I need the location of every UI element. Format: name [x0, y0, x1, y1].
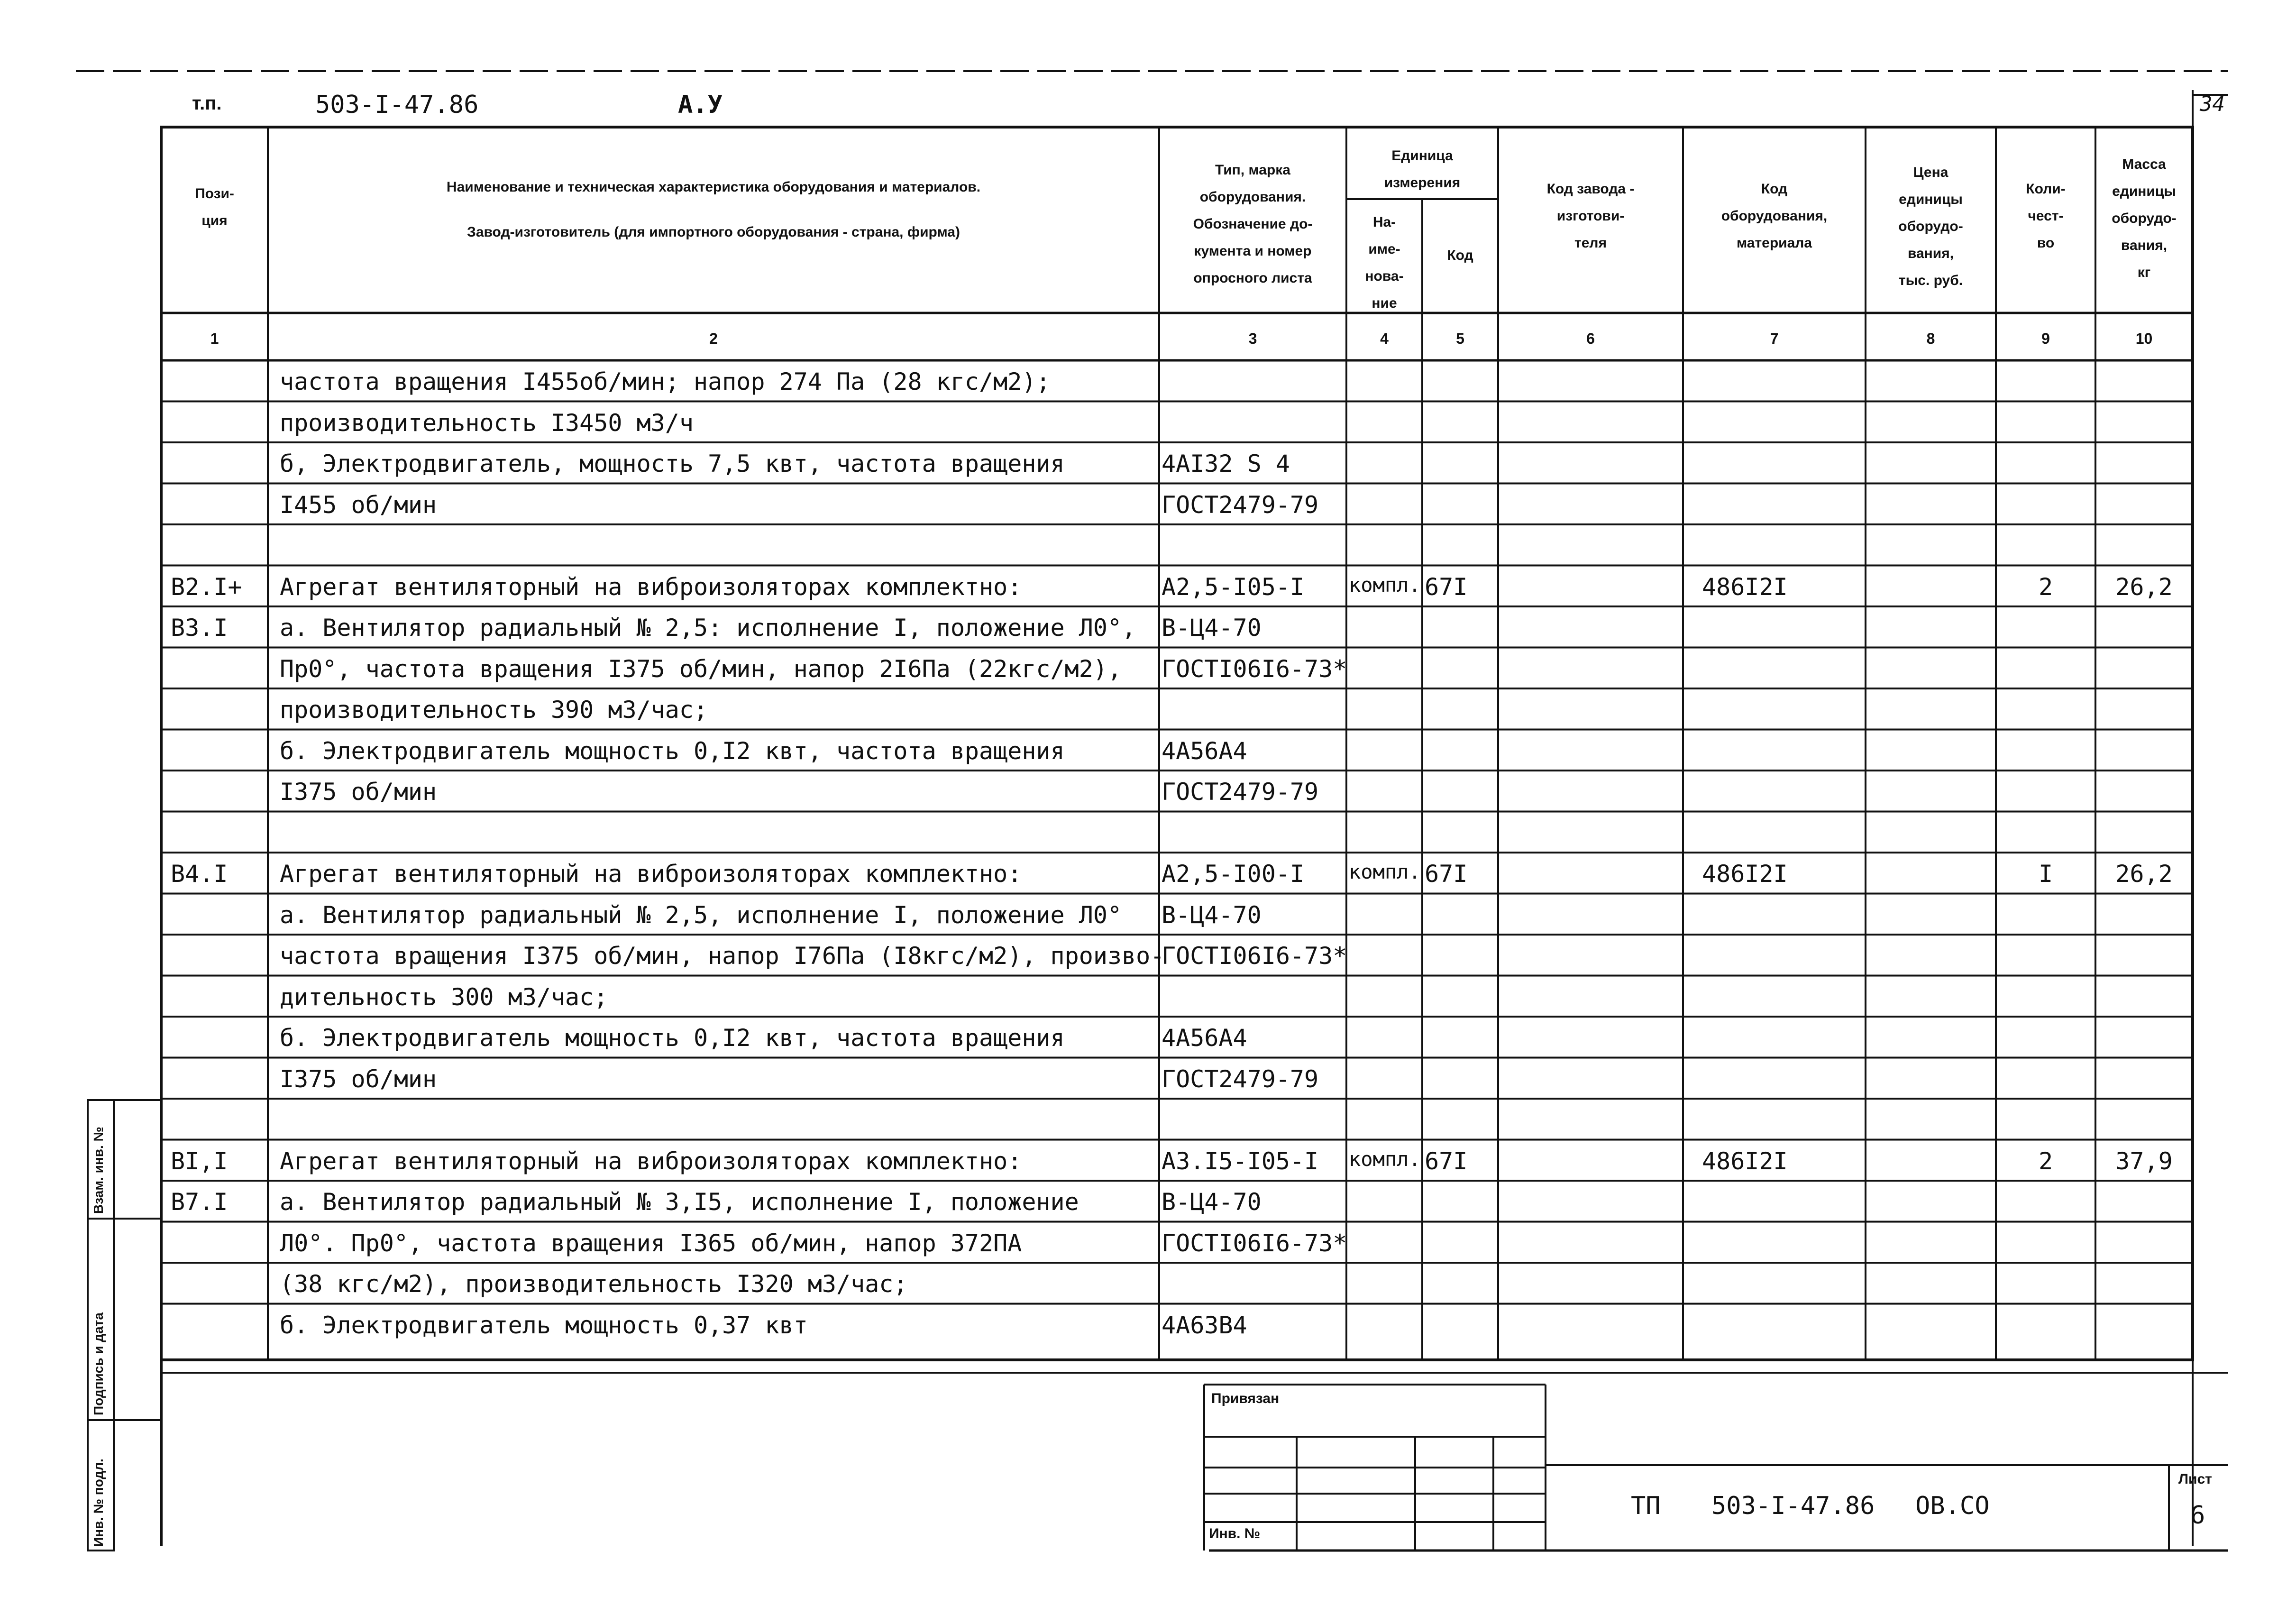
cell-name: I375 об/мин — [280, 1065, 437, 1093]
column-number: 3 — [1248, 330, 1257, 347]
cell-type: ГОСТ2479-79 — [1162, 491, 1319, 519]
cell-quantity: 2 — [2038, 1147, 2053, 1175]
cell-unit-code: 67I — [1425, 860, 1468, 888]
cell-unit-code: 67I — [1425, 573, 1468, 601]
stamp-list-number: 6 — [2190, 1501, 2205, 1530]
cell-name: а. Вентилятор радиальный № 2,5: исполнение I, положение Л0°, — [280, 614, 1136, 642]
sidebar-vzam-inv: Взам. инв. № — [91, 1127, 106, 1214]
cell-mass: 26,2 — [2115, 573, 2173, 601]
cell-name: Л0°. Пр0°, частота вращения I365 об/мин, напор 372ПА — [280, 1229, 1022, 1257]
cell-name: (38 кгс/м2), производительность I320 м3/час; — [280, 1270, 908, 1298]
cell-name: б, Электродвигатель, мощность 7,5 квт, частота вращения — [280, 450, 1065, 477]
cell-type: A2,5-I05-I — [1162, 573, 1305, 601]
header-c9: Коли- чест- во — [2026, 181, 2066, 251]
cell-type: В-Ц4-70 — [1162, 901, 1262, 929]
cell-type: 4AI32 S 4 — [1162, 450, 1290, 477]
cell-name: Агрегат вентиляторный на виброизоляторах комплектно: — [280, 573, 1022, 601]
doc-code-top: 503-I-47.86 — [315, 91, 479, 119]
cell-mass: 26,2 — [2115, 860, 2173, 888]
stamp-tp: ТП — [1631, 1492, 1661, 1520]
column-number: 10 — [2135, 330, 2153, 347]
cell-type: A2,5-I00-I — [1162, 860, 1305, 888]
cell-name: Пр0°, частота вращения I375 об/мин, напор 2I6Па (22кгс/м2), — [280, 655, 1122, 683]
cell-position: В7.I — [171, 1188, 228, 1216]
cell-mass: 37,9 — [2115, 1147, 2173, 1175]
stamp-doc-code: 503-I-47.86 — [1711, 1492, 1875, 1520]
header-c2b: Завод-изготовитель (для импортного оборудования - страна, фирма) — [467, 224, 960, 240]
cell-equip-code: 486I2I — [1702, 1147, 1788, 1175]
cell-name: частота вращения I455об/мин; напор 274 Па (28 кгс/м2); — [280, 368, 1051, 395]
column-number: 9 — [2041, 330, 2050, 347]
tp-label: т.п. — [192, 93, 222, 114]
header-c4: На- име- нова- ние — [1365, 214, 1404, 311]
cell-unit-code: 67I — [1425, 1147, 1468, 1175]
cell-type: ГОСТ2479-79 — [1162, 778, 1319, 806]
cell-name: а. Вентилятор радиальный № 3,I5, исполнение I, положение — [280, 1188, 1079, 1216]
cell-name: частота вращения I375 об/мин, напор I76Па (I8кгс/м2), произво- — [280, 942, 1165, 970]
cell-type: В-Ц4-70 — [1162, 614, 1262, 642]
header-c2a: Наименование и техническая характеристика оборудования и материалов. — [446, 179, 981, 195]
cell-unit-name: компл. — [1349, 573, 1421, 596]
header-c8: Цена единицы оборудо- вания, тыс. руб. — [1898, 165, 1963, 288]
cell-name: I455 об/мин — [280, 491, 437, 519]
stamp-privyazan: Привязан — [1211, 1391, 1280, 1406]
header-c5: Код — [1447, 248, 1473, 263]
cell-type: ГОСТI06I6-73* — [1162, 942, 1347, 970]
cell-name: дительность 300 м3/час; — [280, 983, 608, 1011]
column-number: 7 — [1770, 330, 1779, 347]
cell-type: В-Ц4-70 — [1162, 1188, 1262, 1216]
cell-quantity: I — [2038, 860, 2053, 888]
cell-position: В4.I — [171, 860, 228, 888]
cell-name: б. Электродвигатель мощность 0,37 квт — [280, 1311, 808, 1339]
column-number: 6 — [1586, 330, 1595, 347]
cell-name: б. Электродвигатель мощность 0,I2 квт, частота вращения — [280, 1024, 1065, 1052]
cell-equip-code: 486I2I — [1702, 573, 1788, 601]
stamp-inv-no: Инв. № — [1209, 1526, 1261, 1541]
cell-name: Агрегат вентиляторный на виброизоляторах комплектно: — [280, 860, 1022, 888]
header-c45: Единица измерения — [1384, 148, 1461, 191]
cell-type: ГОСТI06I6-73* — [1162, 655, 1347, 683]
cell-position: В2.I+ — [171, 573, 242, 601]
column-number: 4 — [1380, 330, 1389, 347]
header-c3: Тип, марка оборудования. Обозначение до- кумента и номер опросного листа — [1193, 162, 1313, 286]
cell-type: ГОСТI06I6-73* — [1162, 1229, 1347, 1257]
header-c6: Код завода - изготови- теля — [1546, 181, 1635, 251]
column-number: 2 — [709, 330, 718, 347]
section-mark: А.У — [678, 91, 723, 119]
sheet-corner-number: 34 — [2200, 92, 2225, 116]
cell-type: 4A63B4 — [1162, 1311, 1247, 1339]
sidebar-inv-podl: Инв. № подл. — [91, 1459, 106, 1547]
cell-name: I375 об/мин — [280, 778, 437, 806]
stamp-mark: ОВ.СО — [1915, 1492, 1990, 1520]
cell-position: ВI,I — [171, 1147, 228, 1175]
column-number: 8 — [1926, 330, 1935, 347]
cell-equip-code: 486I2I — [1702, 860, 1788, 888]
cell-unit-name: компл. — [1349, 1147, 1421, 1171]
column-number: 1 — [210, 330, 219, 347]
cell-quantity: 2 — [2038, 573, 2053, 601]
cell-position: В3.I — [171, 614, 228, 642]
header-c7: Код оборудования, материала — [1721, 181, 1828, 251]
cell-name: Агрегат вентиляторный на виброизоляторах комплектно: — [280, 1147, 1022, 1175]
cell-name: производительность 390 м3/час; — [280, 696, 708, 724]
cell-type: ГОСТ2479-79 — [1162, 1065, 1319, 1093]
cell-type: 4A56A4 — [1162, 1024, 1247, 1052]
header-c10: Масса единицы оборудо- вания, кг — [2112, 156, 2177, 280]
header-c1: Пози- ция — [195, 186, 234, 229]
cell-name: б. Электродвигатель мощность 0,I2 квт, частота вращения — [280, 737, 1065, 765]
cell-unit-name: компл. — [1349, 860, 1421, 883]
cell-name: производительность I3450 м3/ч — [280, 409, 694, 437]
column-number: 5 — [1456, 330, 1464, 347]
stamp-list-label: Лист — [2178, 1471, 2212, 1487]
cell-type: 4A56A4 — [1162, 737, 1247, 765]
cell-name: а. Вентилятор радиальный № 2,5, исполнение I, положение Л0° — [280, 901, 1122, 929]
cell-type: A3.I5-I05-I — [1162, 1147, 1319, 1175]
sidebar-podpis-data: Подпись и дата — [91, 1312, 106, 1415]
